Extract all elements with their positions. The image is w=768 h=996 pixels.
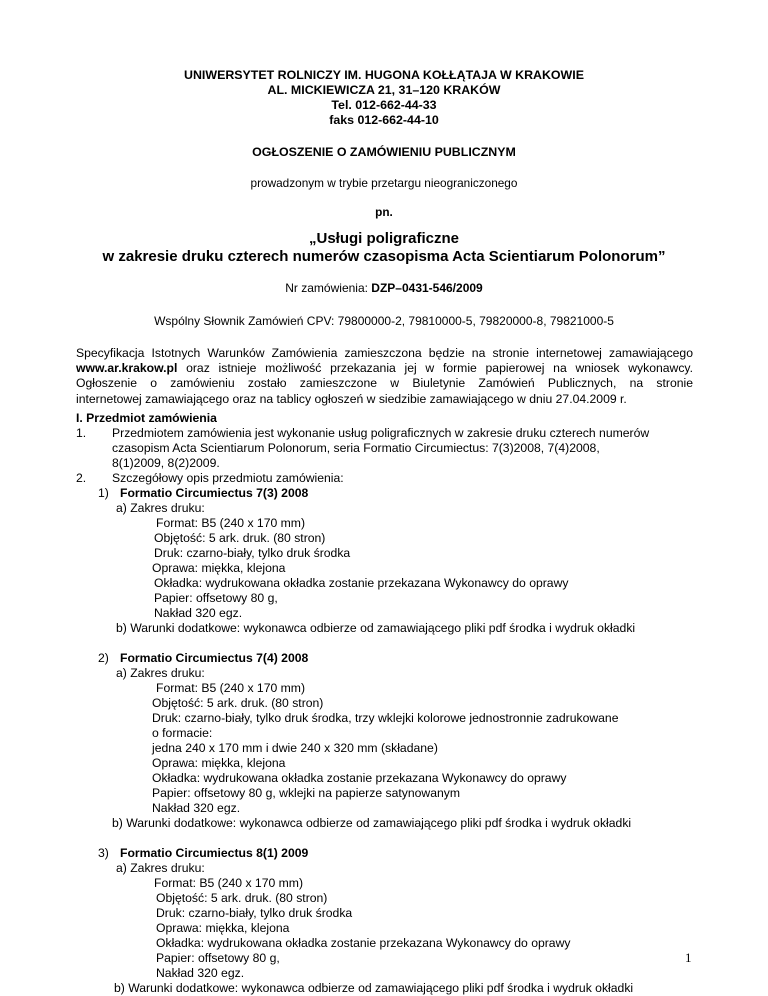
- item-3-conditions: b) Warunki dodatkowe: wykonawca odbierze od zamawiającego pliki pdf środka i wydruk okładki: [114, 981, 634, 995]
- university-address: AL. MICKIEWICZA 21, 31–120 KRAKÓW: [267, 83, 501, 97]
- fax-number: faks 012-662-44-10: [329, 113, 439, 127]
- item-2-detail: Oprawa: miękka, klejona: [152, 756, 286, 770]
- item-3-detail: Oprawa: miękka, klejona: [156, 921, 290, 935]
- service-title-line1: „Usługi poligraficzne: [308, 230, 459, 247]
- order-number: [0, 281, 768, 295]
- item-1-detail: Format: B5 (240 x 170 mm): [156, 516, 306, 530]
- item-1-detail: Papier: offsetowy 80 g,: [154, 591, 278, 605]
- website-link[interactable]: www.ar.krakow.pl: [76, 361, 178, 376]
- point-2-number: 2.: [76, 471, 87, 485]
- item-2-detail: Druk: czarno-biały, tylko druk środka, trzy wklejki kolorowe jednostronnie zadrukowane: [152, 711, 619, 725]
- item-2-detail: Nakład 320 egz.: [152, 801, 241, 815]
- item-3-detail: Papier: offsetowy 80 g,: [156, 951, 280, 965]
- item-3-scope: a) Zakres druku:: [116, 861, 205, 875]
- item-2-detail: Papier: offsetowy 80 g, wklejki na papierze satynowanym: [152, 786, 461, 800]
- spec-paragraph: [76, 346, 693, 407]
- item-3-detail: Druk: czarno-biały, tylko druk środka: [156, 906, 353, 920]
- item-2-detail: Okładka: wydrukowana okładka zostanie przekazana Wykonawcy do oprawy: [152, 771, 567, 785]
- university-name: UNIWERSYTET ROLNICZY IM. HUGONA KOŁŁĄTAJA W KRAKOWIE: [184, 68, 584, 82]
- point-2-text: Szczegółowy opis przedmiotu zamówienia:: [112, 471, 344, 485]
- item-2-detail: Format: B5 (240 x 170 mm): [156, 681, 306, 695]
- item-3-detail: Objętość: 5 ark. druk. (80 stron): [156, 891, 328, 905]
- item-3-detail: Format: B5 (240 x 170 mm): [154, 876, 304, 890]
- item-2-number: 2): [98, 651, 109, 665]
- item-1-title: Formatio Circumiectus 7(3) 2008: [120, 486, 309, 500]
- item-2-scope: a) Zakres druku:: [116, 666, 205, 680]
- spec-line-2-rest: oraz istnieje możliwość przekazania jej w formie papierowej na wniosek wykonawcy.: [177, 361, 693, 376]
- item-2-conditions: b) Warunki dodatkowe: wykonawca odbierze od zamawiającego pliki pdf środka i wydruk okładki: [112, 816, 632, 830]
- service-title-line2: w zakresie druku czterech numerów czasopisma Acta Scientiarum Polonorum”: [102, 248, 666, 265]
- item-1-detail: Nakład 320 egz.: [154, 606, 243, 620]
- spec-line-3: Ogłoszenie o zamówieniu zostało zamieszczone w Biuletynie Zamówień Publicznych, na stronie: [76, 376, 693, 391]
- notice-title: OGŁOSZENIE O ZAMÓWIENIU PUBLICZNYM: [252, 145, 516, 159]
- phone-number: Tel. 012-662-44-33: [331, 98, 437, 112]
- section-heading: I. Przedmiot zamówienia: [76, 411, 217, 425]
- order-number-label: Nr zamówienia:: [285, 281, 372, 295]
- point-1-line-2: czasopism Acta Scientiarum Polonorum, seria Formatio Circumiectus: 7(3)2008, 7(4)2008,: [112, 441, 600, 455]
- item-1-scope: a) Zakres druku:: [116, 501, 205, 515]
- spec-line-2: [76, 361, 693, 376]
- cpv-codes: Wspólny Słownik Zamówień CPV: 79800000-2, 79810000-5, 79820000-8, 79821000-5: [154, 314, 614, 328]
- item-2-detail: Objętość: 5 ark. druk. (80 stron): [152, 696, 324, 710]
- item-2-detail: jedna 240 x 170 mm i dwie 240 x 320 mm (składane): [152, 741, 438, 755]
- item-3-title: Formatio Circumiectus 8(1) 2009: [120, 846, 309, 860]
- item-1-detail: Okładka: wydrukowana okładka zostanie przekazana Wykonawcy do oprawy: [154, 576, 569, 590]
- item-1-number: 1): [98, 486, 109, 500]
- item-2-title: Formatio Circumiectus 7(4) 2008: [120, 651, 309, 665]
- item-3-detail: Okładka: wydrukowana okładka zostanie przekazana Wykonawcy do oprawy: [156, 936, 571, 950]
- item-2-detail: o formacie:: [152, 726, 213, 740]
- point-1-line-3: 8(1)2009, 8(2)2009.: [112, 456, 220, 470]
- item-3-number: 3): [98, 846, 109, 860]
- item-1-detail: Druk: czarno-biały, tylko druk środka: [154, 546, 351, 560]
- point-1-number: 1.: [76, 426, 87, 440]
- order-number-value: DZP–0431-546/2009: [371, 281, 483, 295]
- procedure-line: prowadzonym w trybie przetargu nieograniczonego: [250, 176, 518, 190]
- spec-line-1: Specyfikacja Istotnych Warunków Zamówienia zamieszczona będzie na stronie internetowej zamawiającego: [76, 346, 693, 360]
- pn-label: pn.: [375, 205, 393, 219]
- item-1-conditions: b) Warunki dodatkowe: wykonawca odbierze od zamawiającego pliki pdf środka i wydruk okładki: [116, 621, 636, 635]
- point-1-line-1: Przedmiotem zamówienia jest wykonanie usług poligraficznych w zakresie druku czterech numerów: [112, 426, 650, 440]
- item-1-detail: Oprawa: miękka, klejona: [152, 561, 286, 575]
- item-1-detail: Objętość: 5 ark. druk. (80 stron): [154, 531, 326, 545]
- spec-line-4: internetowej zamawiającego oraz na tablicy ogłoszeń w siedzibie zamawiającego w dniu 27.04.2009 r.: [76, 391, 627, 406]
- item-3-detail: Nakład 320 egz.: [156, 966, 245, 980]
- page-number: 1: [685, 950, 692, 965]
